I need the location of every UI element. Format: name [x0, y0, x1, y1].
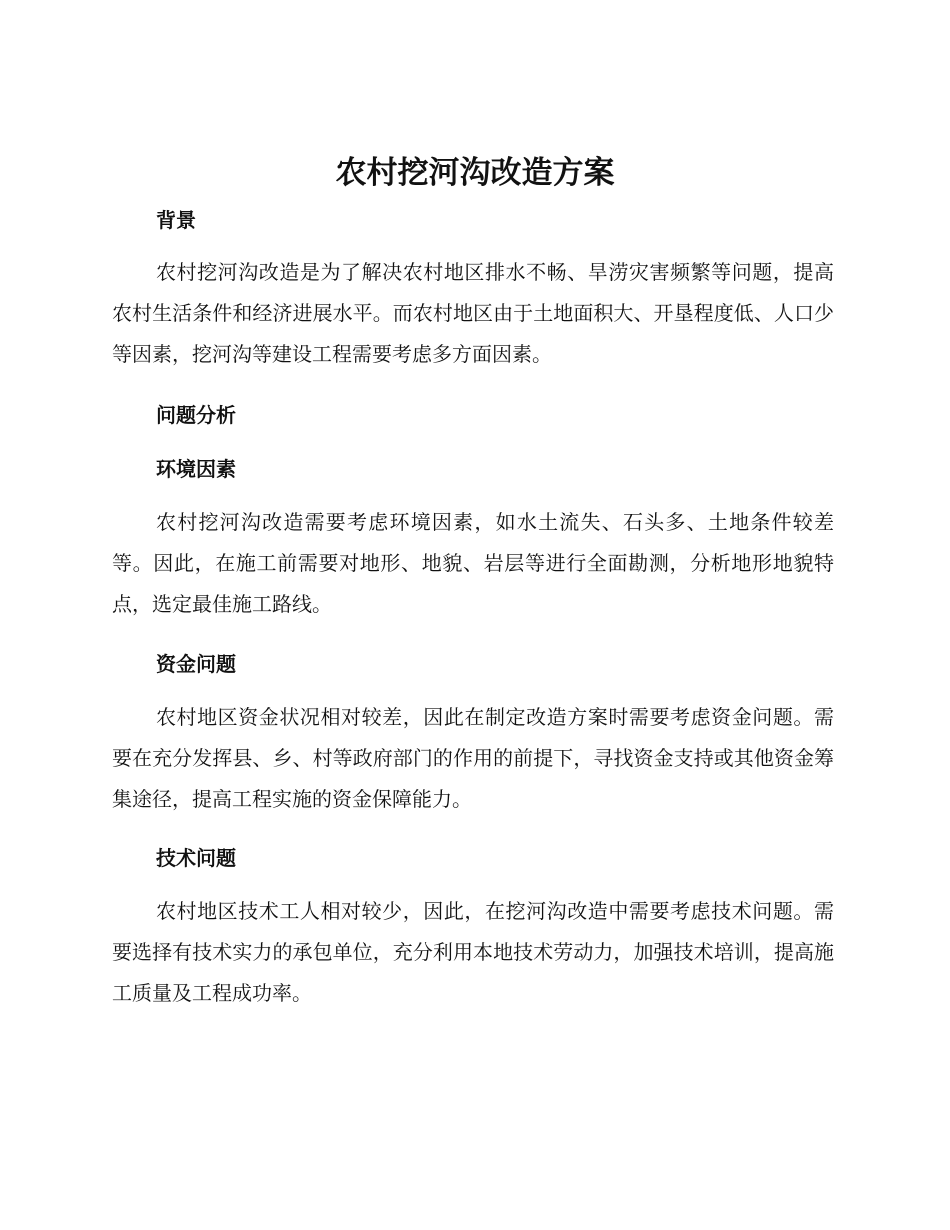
- document-title: 农村挖河沟改造方案: [335, 155, 615, 191]
- section-paragraph-background: 农村挖河沟改造是为了解决农村地区排水不畅、旱涝灾害频繁等问题，提高农村生活条件和经济进展水平。而农村地区由于土地面积大、开垦程度低、人口少等因素，挖河沟等建设工程需要考虑多方面因素。: [112, 260, 834, 366]
- section-heading-funding: 资金问题: [156, 652, 236, 676]
- section-paragraph-funding: 农村地区资金状况相对较差，因此在制定改造方案时需要考虑资金问题。需要在充分发挥县、乡、村等政府部门的作用的前提下，寻找资金支持或其他资金筹集途径，提高工程实施的资金保障能力。: [112, 705, 834, 811]
- section-heading-problem-analysis: 问题分析: [156, 403, 236, 427]
- section-paragraph-environment: 农村挖河沟改造需要考虑环境因素，如水土流失、石头多、土地条件较差等。因此，在施工前需要对地形、地貌、岩层等进行全面勘测，分析地形地貌特点，选定最佳施工路线。: [112, 510, 834, 616]
- section-heading-environment: 环境因素: [156, 457, 236, 481]
- section-paragraph-technical: 农村地区技术工人相对较少，因此，在挖河沟改造中需要考虑技术问题。需要选择有技术实力的承包单位，充分利用本地技术劳动力，加强技术培训，提高施工质量及工程成功率。: [112, 899, 834, 1005]
- section-heading-background: 背景: [156, 208, 196, 232]
- section-heading-technical: 技术问题: [156, 846, 236, 870]
